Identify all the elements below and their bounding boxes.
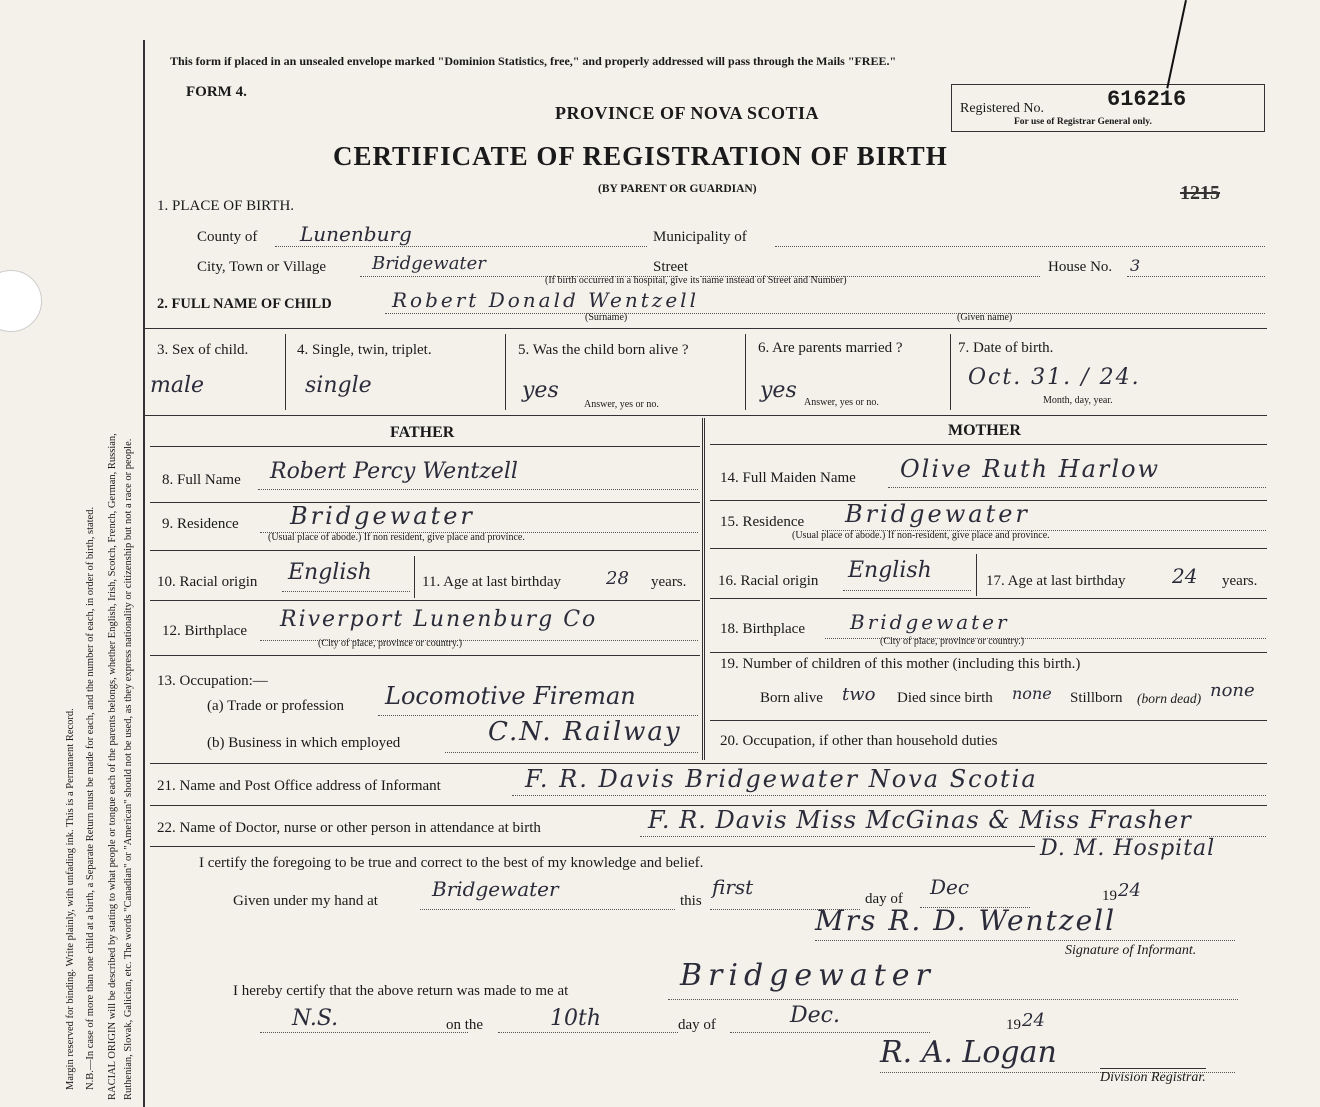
doctor-label: 22. Name of Doctor, nurse or other person in attendance at birth (157, 820, 541, 836)
father-rule-4 (150, 655, 700, 656)
province-title: PROVINCE OF NOVA SCOTIA (555, 103, 820, 123)
father-residence-label: 9. Residence (162, 516, 239, 532)
postal-note: This form if placed in an unsealed envelope marked "Dominion Statistics, free," and properly addressed will pass through the Mails "FREE." (170, 54, 897, 68)
margin-note-multiple-births: N.B.—In case of more than one child at a birth, a Separate Return must be made for each, and the number of each, in order of birth, stated. (85, 506, 96, 1090)
sex-value: male (150, 373, 205, 398)
father-business-value: C.N. Railway (488, 717, 682, 747)
father-age-value: 28 (606, 568, 629, 589)
doctor-rule (150, 846, 1035, 847)
child-name-value: Robert Donald Wentzell (392, 288, 699, 312)
father-age-label: 11. Age at last birthday (422, 574, 561, 590)
margin-note-racial-origin-2: Ruthenian, Slovak, Galician, etc. The words "Canadian" or "American" should not be used, as they express nationality or citizenship but not a race or people. (123, 438, 134, 1100)
mother-birthplace-value: Bridgewater (850, 610, 1010, 634)
col-divider-3 (745, 334, 746, 410)
registrar-on-the-label: on the (446, 1017, 484, 1033)
registrar-year-value: 24 (1022, 1010, 1045, 1031)
father-residence-note: (Usual place of abode.) If non resident, give place and province. (268, 532, 525, 543)
married-value: yes (760, 378, 797, 403)
child-name-label: 2. FULL NAME OF CHILD (157, 296, 332, 312)
registered-no-box (951, 84, 1265, 132)
parents-rule-bottom (150, 763, 1267, 764)
doctor-value-2: D. M. Hospital (1040, 836, 1216, 861)
father-name-value: Robert Percy Wentzell (270, 459, 518, 484)
father-years-label: years. (651, 574, 687, 590)
father-race-label: 10. Racial origin (157, 574, 258, 590)
father-residence-value: Bridgewater (290, 502, 475, 530)
mother-birthplace-note: (City of place, province or country.) (880, 636, 1025, 647)
born-alive-label: Born alive (760, 690, 823, 706)
father-occupation-label: 13. Occupation:— (157, 673, 268, 689)
margin-note-binding: Margin reserved for binding. Write plainly, with unfading ink. This is a Permanent Record. (65, 708, 76, 1090)
struck-number: 1215 (1180, 182, 1220, 204)
form-number: FORM 4. (186, 84, 247, 100)
mother-race-value: English (848, 558, 932, 583)
registrar-note: For use of Registrar General only. (1014, 117, 1152, 127)
registrar-day-of-label: day of (678, 1017, 716, 1033)
house-no-value: 3 (1130, 256, 1141, 275)
mother-years-label: years. (1222, 573, 1258, 589)
mother-age-label: 17. Age at last birthday (986, 573, 1126, 589)
father-age-divider (414, 556, 415, 598)
father-name-label: 8. Full Name (162, 472, 241, 488)
registrar-province-value: N.S. (292, 1006, 339, 1031)
mother-residence-value: Bridgewater (845, 500, 1030, 528)
city-value: Bridgewater (372, 253, 486, 274)
informant-value: F. R. Davis Bridgewater Nova Scotia (525, 765, 1038, 793)
informant-signature: Mrs R. D. Wentzell (815, 904, 1117, 937)
county-value: Lunenburg (300, 222, 412, 246)
doctor-value: F. R. Davis Miss McGinas & Miss Frasher (648, 806, 1192, 834)
father-heading: FATHER (390, 424, 455, 441)
mother-birthplace-label: 18. Birthplace (720, 621, 805, 637)
given-year-value: 24 (1118, 880, 1141, 901)
mother-rule-0 (710, 444, 1267, 445)
born-alive-value: two (842, 684, 876, 705)
registered-no-label: Registered No. (960, 101, 1044, 116)
father-trade-label: (a) Trade or profession (207, 698, 345, 714)
street-label: Street (653, 259, 688, 275)
city-label: City, Town or Village (197, 259, 327, 275)
col-divider-4 (950, 334, 951, 410)
certificate-title: CERTIFICATE OF REGISTRATION OF BIRTH (333, 141, 948, 171)
married-label: 6. Are parents married ? (758, 340, 903, 356)
given-year-prefix: 19 (1102, 888, 1117, 904)
alive-label: 5. Was the child born alive ? (518, 342, 689, 358)
father-birthplace-label: 12. Birthplace (162, 623, 247, 639)
registered-no-value: 616216 (1107, 87, 1187, 112)
registrar-year-prefix: 19 (1006, 1017, 1021, 1033)
mother-rule-4 (710, 652, 1267, 653)
ink-stroke (1166, 0, 1187, 88)
date-note: Month, day, year. (1043, 395, 1113, 406)
margin-rule (143, 40, 145, 1107)
single-label: 4. Single, twin, triplet. (297, 342, 432, 358)
father-trade-value: Locomotive Fireman (385, 682, 636, 710)
parents-divider (702, 418, 705, 760)
mother-rule-2 (710, 548, 1267, 549)
date-label: 7. Date of birth. (958, 340, 1054, 356)
died-since-label: Died since birth (897, 690, 993, 706)
mother-residence-note: (Usual place of abode.) If non-resident, give place and province. (792, 530, 1050, 541)
col-divider-2 (505, 334, 506, 410)
certificate-subtitle: (BY PARENT OR GUARDIAN) (598, 183, 757, 195)
date-value: Oct. 31. / 24. (968, 365, 1141, 390)
mother-age-divider (976, 554, 977, 596)
margin-note-racial-origin-1: RACIAL ORIGIN will be described by stating to what people or tongue each of the parents belongs, whether English, Irish, Scotch, French, German, Russian, (107, 433, 118, 1100)
mother-name-value: Olive Ruth Harlow (900, 455, 1161, 483)
mother-heading: MOTHER (948, 422, 1021, 439)
this-label: this (680, 893, 702, 909)
county-label: County of (197, 229, 258, 245)
registrar-certify-text: I hereby certify that the above return was made to me at (233, 983, 569, 999)
punch-hole (0, 270, 42, 332)
father-rule-2 (150, 550, 700, 551)
given-name-note: (Given name) (957, 312, 1013, 323)
father-birthplace-note: (City of place, province or country.) (318, 638, 463, 649)
mother-name-label: 14. Full Maiden Name (720, 470, 856, 486)
father-rule-3 (150, 600, 700, 601)
stillborn-label: Stillborn (1070, 690, 1123, 706)
alive-note: Answer, yes or no. (584, 399, 659, 410)
place-of-birth-label: 1. PLACE OF BIRTH. (157, 198, 295, 214)
single-value: single (305, 373, 372, 398)
father-birthplace-value: Riverport Lunenburg Co (280, 607, 598, 632)
certify-text: I certify the foregoing to be true and correct to the best of my knowledge and belief. (199, 855, 704, 871)
mother-age-value: 24 (1172, 564, 1198, 588)
registrar-month-value: Dec. (790, 1003, 840, 1028)
given-day-of-label: day of (865, 891, 903, 907)
mother-rule-5 (710, 720, 1267, 721)
stillborn-value: none (1210, 680, 1255, 701)
hospital-note: (If birth occurred in a hospital, give its name instead of Street and Number) (545, 275, 847, 286)
informant-signature-label: Signature of Informant. (1065, 943, 1197, 958)
given-under-hand-label: Given under my hand at (233, 893, 378, 909)
father-rule-0 (150, 446, 700, 447)
father-business-label: (b) Business in which employed (207, 735, 401, 751)
house-no-label: House No. (1048, 259, 1113, 275)
row-rule-bottom (145, 415, 1267, 416)
row-rule-top (145, 328, 1267, 329)
married-note: Answer, yes or no. (804, 397, 879, 408)
registrar-signature: R. A. Logan (880, 1035, 1057, 1070)
mother-residence-label: 15. Residence (720, 514, 805, 530)
registrar-day-value: 10th (550, 1006, 602, 1031)
mother-rule-3 (710, 598, 1267, 599)
alive-value: yes (522, 378, 559, 403)
given-day-value: first (712, 875, 754, 899)
died-since-value: none (1012, 684, 1052, 703)
mother-occupation-label: 20. Occupation, if other than household duties (720, 733, 998, 749)
sex-label: 3. Sex of child. (157, 342, 249, 358)
father-race-value: English (288, 560, 372, 585)
registrar-signature-label: Division Registrar. (1100, 1070, 1206, 1085)
mother-race-label: 16. Racial origin (718, 573, 819, 589)
given-at-value: Bridgewater (432, 877, 559, 901)
municipality-label: Municipality of (653, 229, 747, 245)
mother-children-label: 19. Number of children of this mother (including this birth.) (720, 656, 1081, 672)
given-month-value: Dec (930, 875, 970, 899)
informant-label: 21. Name and Post Office address of Informant (157, 778, 441, 794)
stillborn-note: (born dead) (1137, 691, 1202, 706)
registrar-place-value: Bridgewater (680, 958, 936, 993)
col-divider-1 (285, 334, 286, 410)
surname-note: (Surname) (585, 312, 628, 323)
